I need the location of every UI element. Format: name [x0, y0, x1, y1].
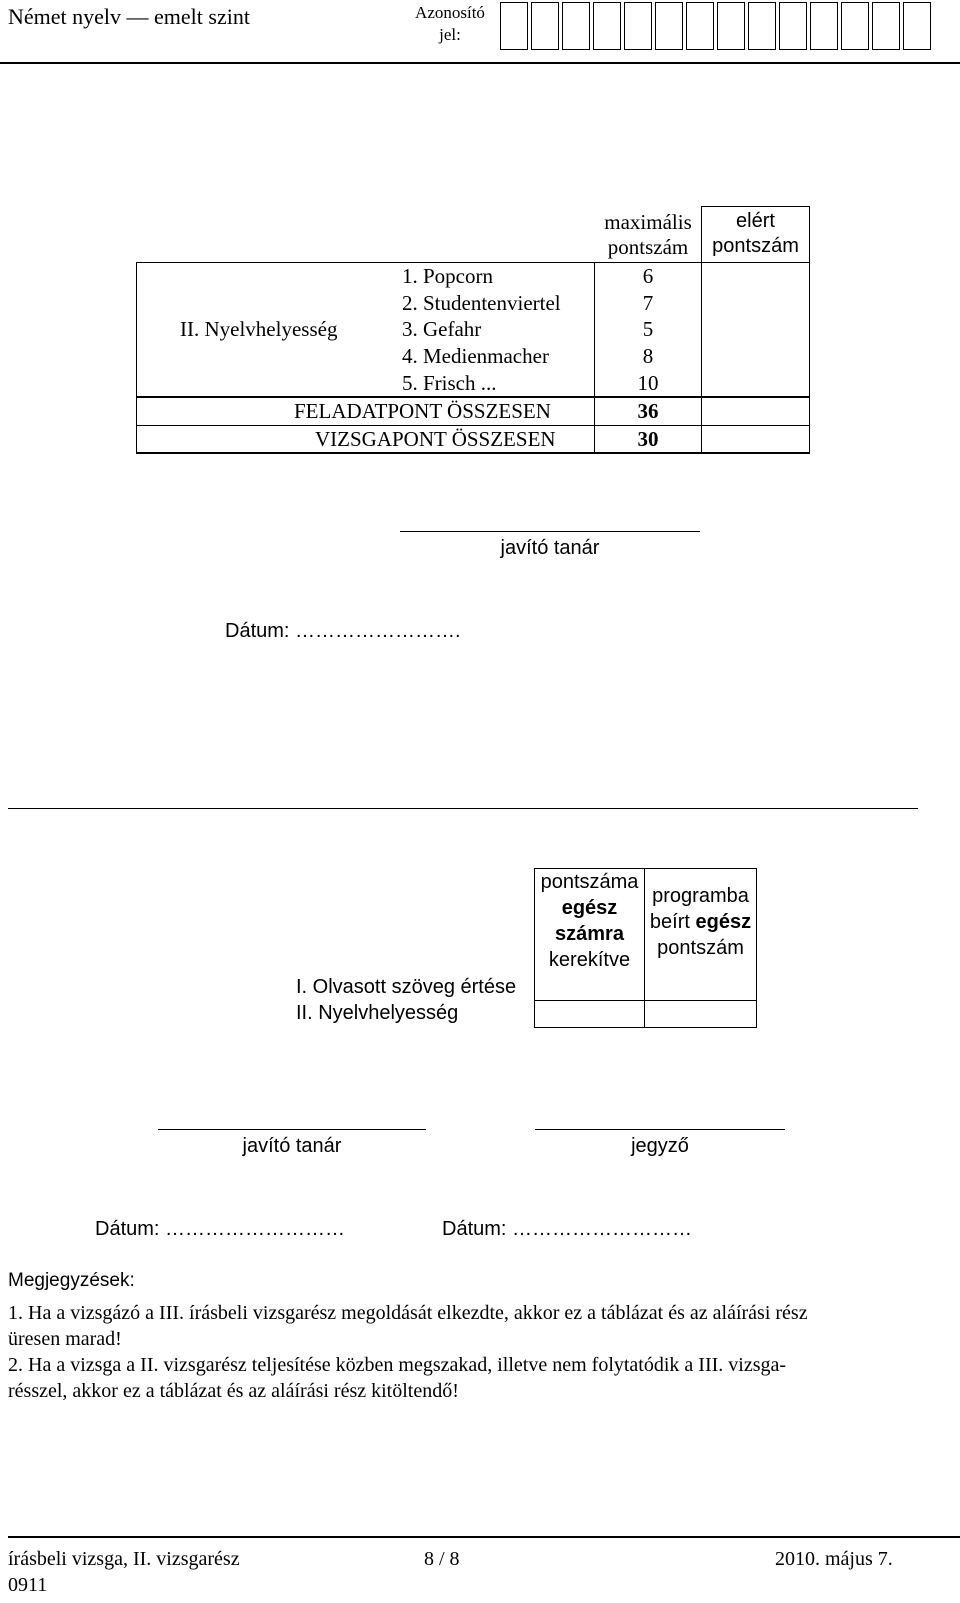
- note-2-cont: résszel, akkor ez a táblázat és az aláírási rész kitöltendő!: [8, 1380, 459, 1402]
- document-title: Német nyelv — emelt szint: [8, 4, 250, 29]
- header-got-line1: elért: [736, 210, 775, 232]
- table-border-bottom: [534, 1027, 757, 1028]
- task-label: 4. Medienmacher: [402, 344, 549, 368]
- date-field: Dátum: ………………………: [95, 1218, 346, 1240]
- task-label: 1. Popcorn: [402, 264, 493, 288]
- col1-line2: egész: [561, 897, 618, 919]
- id-box[interactable]: [686, 2, 714, 50]
- table-rule: [534, 1000, 757, 1001]
- id-box[interactable]: [717, 2, 745, 50]
- col2-line1: programba: [652, 885, 749, 907]
- id-box[interactable]: [779, 2, 807, 50]
- table-border-right: [809, 206, 810, 454]
- exam-label: VIZSGAPONT ÖSSZESEN: [315, 427, 556, 451]
- id-label-line1: Azonosító: [415, 3, 485, 22]
- header-max-line2: pontszám: [607, 235, 689, 259]
- table-rule: [136, 396, 810, 398]
- exam-value: 30: [637, 427, 659, 451]
- page-number: 8 / 8: [424, 1548, 460, 1570]
- id-label: [410, 2, 490, 46]
- id-box[interactable]: [624, 2, 652, 50]
- notes-heading: Megjegyzések:: [8, 1270, 135, 1291]
- row-label: I. Olvasott szöveg értése: [296, 976, 517, 998]
- col2-line3: pontszám: [657, 937, 744, 959]
- signature-line: [158, 1129, 426, 1130]
- footer-rule: [8, 1536, 960, 1538]
- id-box[interactable]: [655, 2, 683, 50]
- task-max: 6: [642, 264, 654, 288]
- note-1-cont: üresen marad!: [8, 1328, 122, 1350]
- footer-left: írásbeli vizsga, II. vizsgarész: [8, 1548, 240, 1570]
- col2-line2a: beírt: [649, 911, 696, 933]
- table-border-top: [136, 262, 810, 263]
- footer-date: 2010. május 7.: [775, 1548, 893, 1570]
- row-label: II. Nyelvhelyesség: [296, 1002, 459, 1024]
- table-border-top: [701, 206, 810, 207]
- id-box[interactable]: [810, 2, 838, 50]
- task-label: 5. Frisch ...: [402, 371, 497, 395]
- col1-line3: számra: [555, 923, 624, 945]
- id-box[interactable]: [593, 2, 621, 50]
- note-1: 1. Ha a vizsgázó a III. írásbeli vizsgarész megoldását elkezdte, akkor ez a táblázat és az aláírási rész: [8, 1302, 808, 1324]
- table-rule: [136, 425, 810, 426]
- section-separator: [8, 808, 918, 809]
- id-box[interactable]: [531, 2, 559, 50]
- task-max: 5: [642, 317, 654, 341]
- id-box[interactable]: [748, 2, 776, 50]
- total-value: 36: [637, 399, 659, 423]
- col1-line1: pontszáma: [540, 871, 639, 893]
- footer-code: 0911: [8, 1574, 48, 1596]
- task-max: 10: [637, 371, 659, 395]
- id-box[interactable]: [500, 2, 528, 50]
- id-label-line2: jel:: [439, 25, 461, 44]
- signature-line: [400, 531, 700, 532]
- id-box[interactable]: [903, 2, 931, 50]
- table-border-bottom: [136, 452, 810, 454]
- id-boxes: [500, 2, 934, 50]
- id-box[interactable]: [841, 2, 869, 50]
- header-max-line1: maximális: [604, 210, 692, 234]
- section-label: II. Nyelvhelyesség: [180, 317, 338, 341]
- id-box[interactable]: [872, 2, 900, 50]
- task-max: 7: [642, 291, 654, 315]
- teacher-label: javító tanár: [500, 537, 600, 559]
- teacher-label: javító tanár: [242, 1135, 342, 1157]
- header-got-line2: pontszám: [712, 235, 799, 257]
- col2-line2b: egész: [695, 911, 752, 933]
- task-label: 3. Gefahr: [402, 317, 482, 341]
- date-field: Dátum: …………………….: [225, 620, 461, 642]
- clerk-label: jegyző: [631, 1135, 689, 1157]
- col1-line4: kerekítve: [548, 949, 631, 971]
- date-field: Dátum: ………………………: [442, 1218, 693, 1240]
- task-label: 2. Studentenviertel: [402, 291, 561, 315]
- col2-line2: [645, 911, 756, 934]
- signature-line: [535, 1129, 785, 1130]
- task-max: 8: [642, 344, 654, 368]
- note-2: 2. Ha a vizsga a II. vizsgarész teljesítése közben megszakad, illetve nem folytatódik a III. vizsga-: [8, 1354, 787, 1376]
- total-label: FELADATPONT ÖSSZESEN: [294, 399, 551, 423]
- table-border-right: [756, 868, 757, 1028]
- id-box[interactable]: [562, 2, 590, 50]
- header-rule: [0, 62, 960, 64]
- table-border-top: [534, 868, 757, 869]
